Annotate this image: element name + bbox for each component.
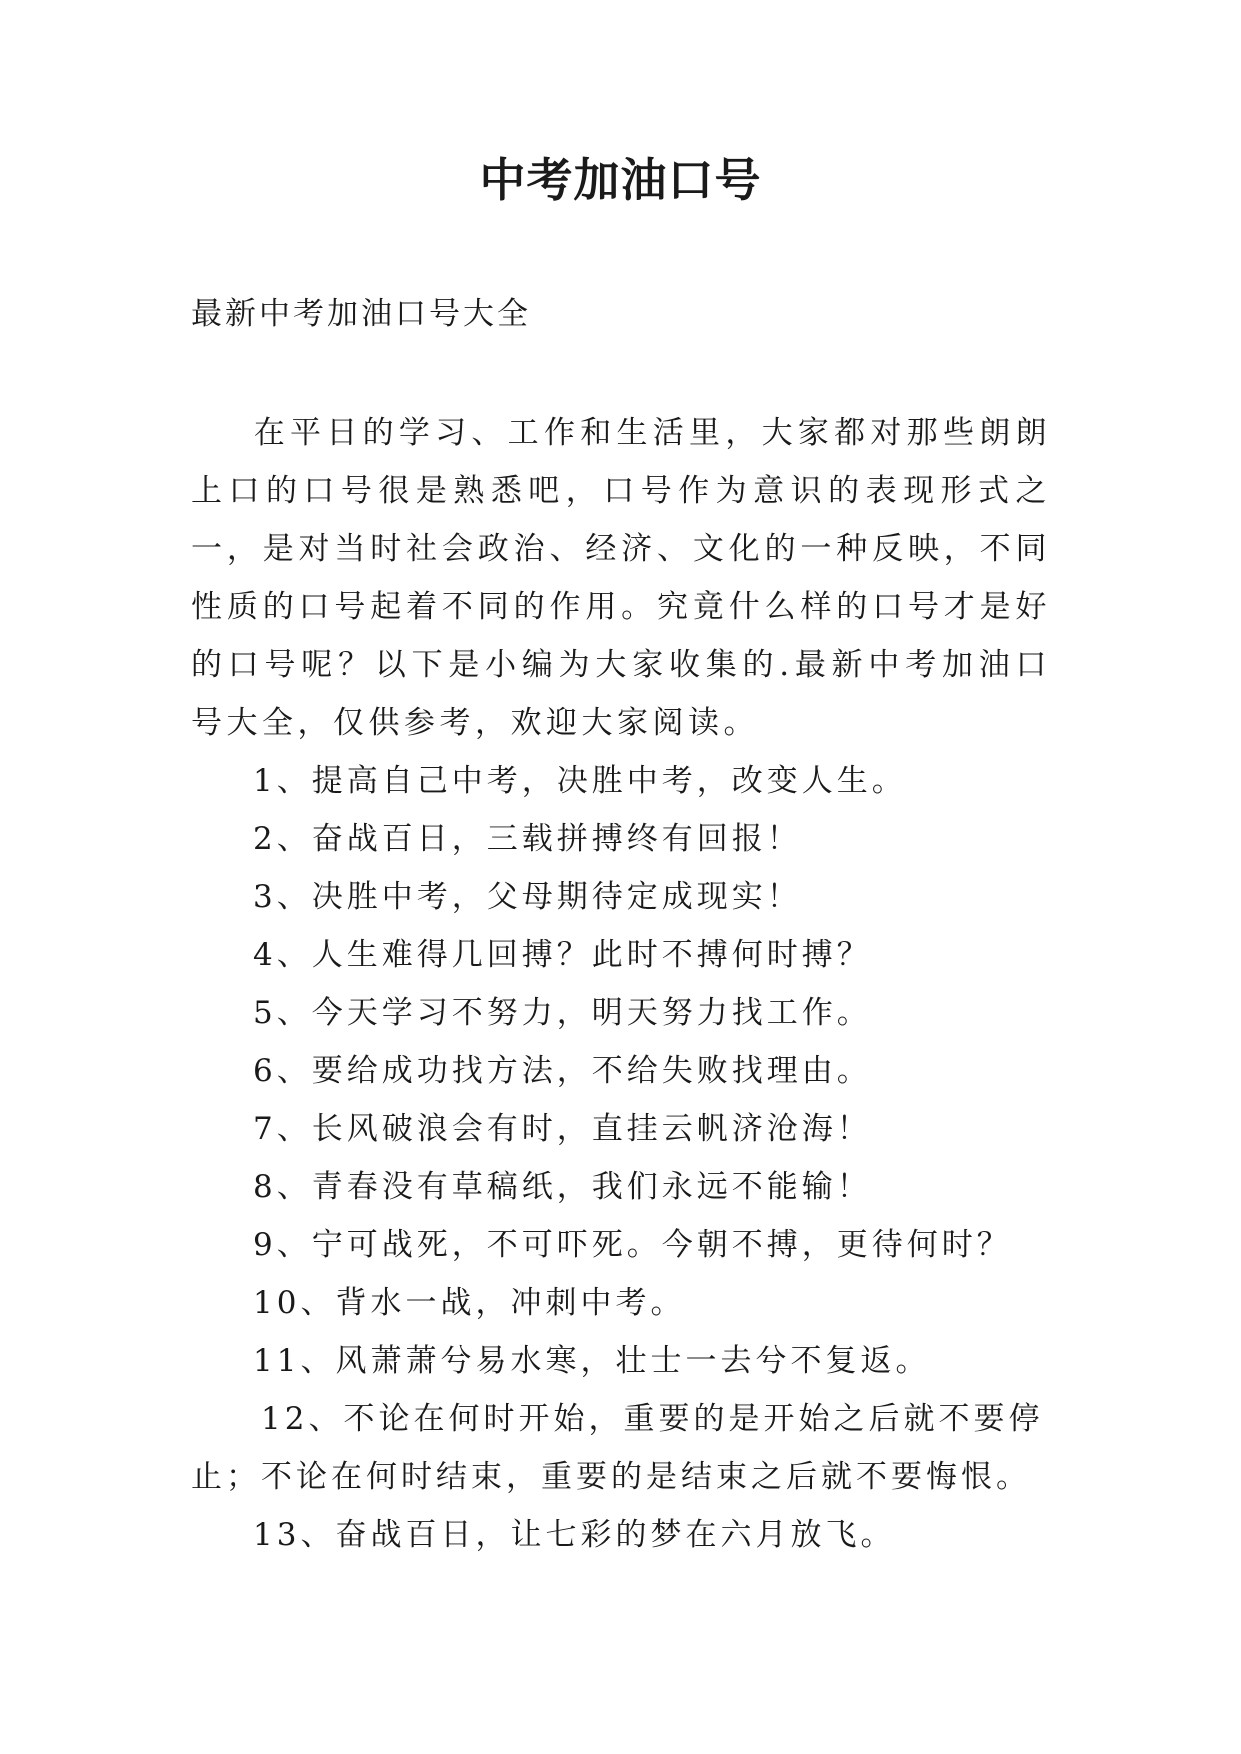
intro-paragraph bbox=[191, 404, 1051, 752]
slogan-item: 11、风萧萧兮易水寒，壮士一去兮不复返。 bbox=[253, 1343, 931, 1379]
slogan-item: 6、要给成功找方法，不给失败找理由。 bbox=[253, 1053, 872, 1089]
slogan-item: 10、背水一战，冲刺中考。 bbox=[253, 1285, 686, 1321]
slogan-item: 9、宁可战死，不可吓死。今朝不搏，更待何时？ bbox=[253, 1227, 1012, 1263]
slogan-item: 3、决胜中考，父母期待定成现实！ bbox=[253, 879, 802, 915]
intro-text: 在平日的学习、工作和生活里，大家都对那些朗朗上口的口号很是熟悉吧，口号作为意识的表现形式之一，是对当时社会政治、经济、文化的一种反映，不同性质的口号起着不同的作用。究竟什么样的口号才是好的口号呢？以下是小编为大家收集的.最新中考加油口号大全，仅供参考，欢迎大家阅读。 bbox=[191, 415, 1051, 741]
slogan-item: 13、奋战百日，让七彩的梦在六月放飞。 bbox=[253, 1517, 896, 1553]
slogan-item: 8、青春没有草稿纸，我们永远不能输！ bbox=[253, 1169, 872, 1205]
document-subtitle: 最新中考加油口号大全 bbox=[191, 296, 531, 332]
document-title: 中考加油口号 bbox=[479, 153, 762, 207]
slogan-item: 1、提高自己中考，决胜中考，改变人生。 bbox=[253, 763, 907, 799]
slogan-item: 12、不论在何时开始，重要的是开始之后就不要停止；不论在何时结束，重要的是结束之后就不要悔恨。 bbox=[191, 1401, 1044, 1495]
slogan-item: 5、今天学习不努力，明天努力找工作。 bbox=[253, 995, 872, 1031]
slogan-item: 4、人生难得几回搏？此时不搏何时搏？ bbox=[253, 937, 872, 973]
slogan-list bbox=[191, 752, 1071, 1564]
slogan-item: 7、长风破浪会有时，直挂云帆济沧海！ bbox=[253, 1111, 872, 1147]
slogan-item: 2、奋战百日，三载拼搏终有回报！ bbox=[253, 821, 802, 857]
